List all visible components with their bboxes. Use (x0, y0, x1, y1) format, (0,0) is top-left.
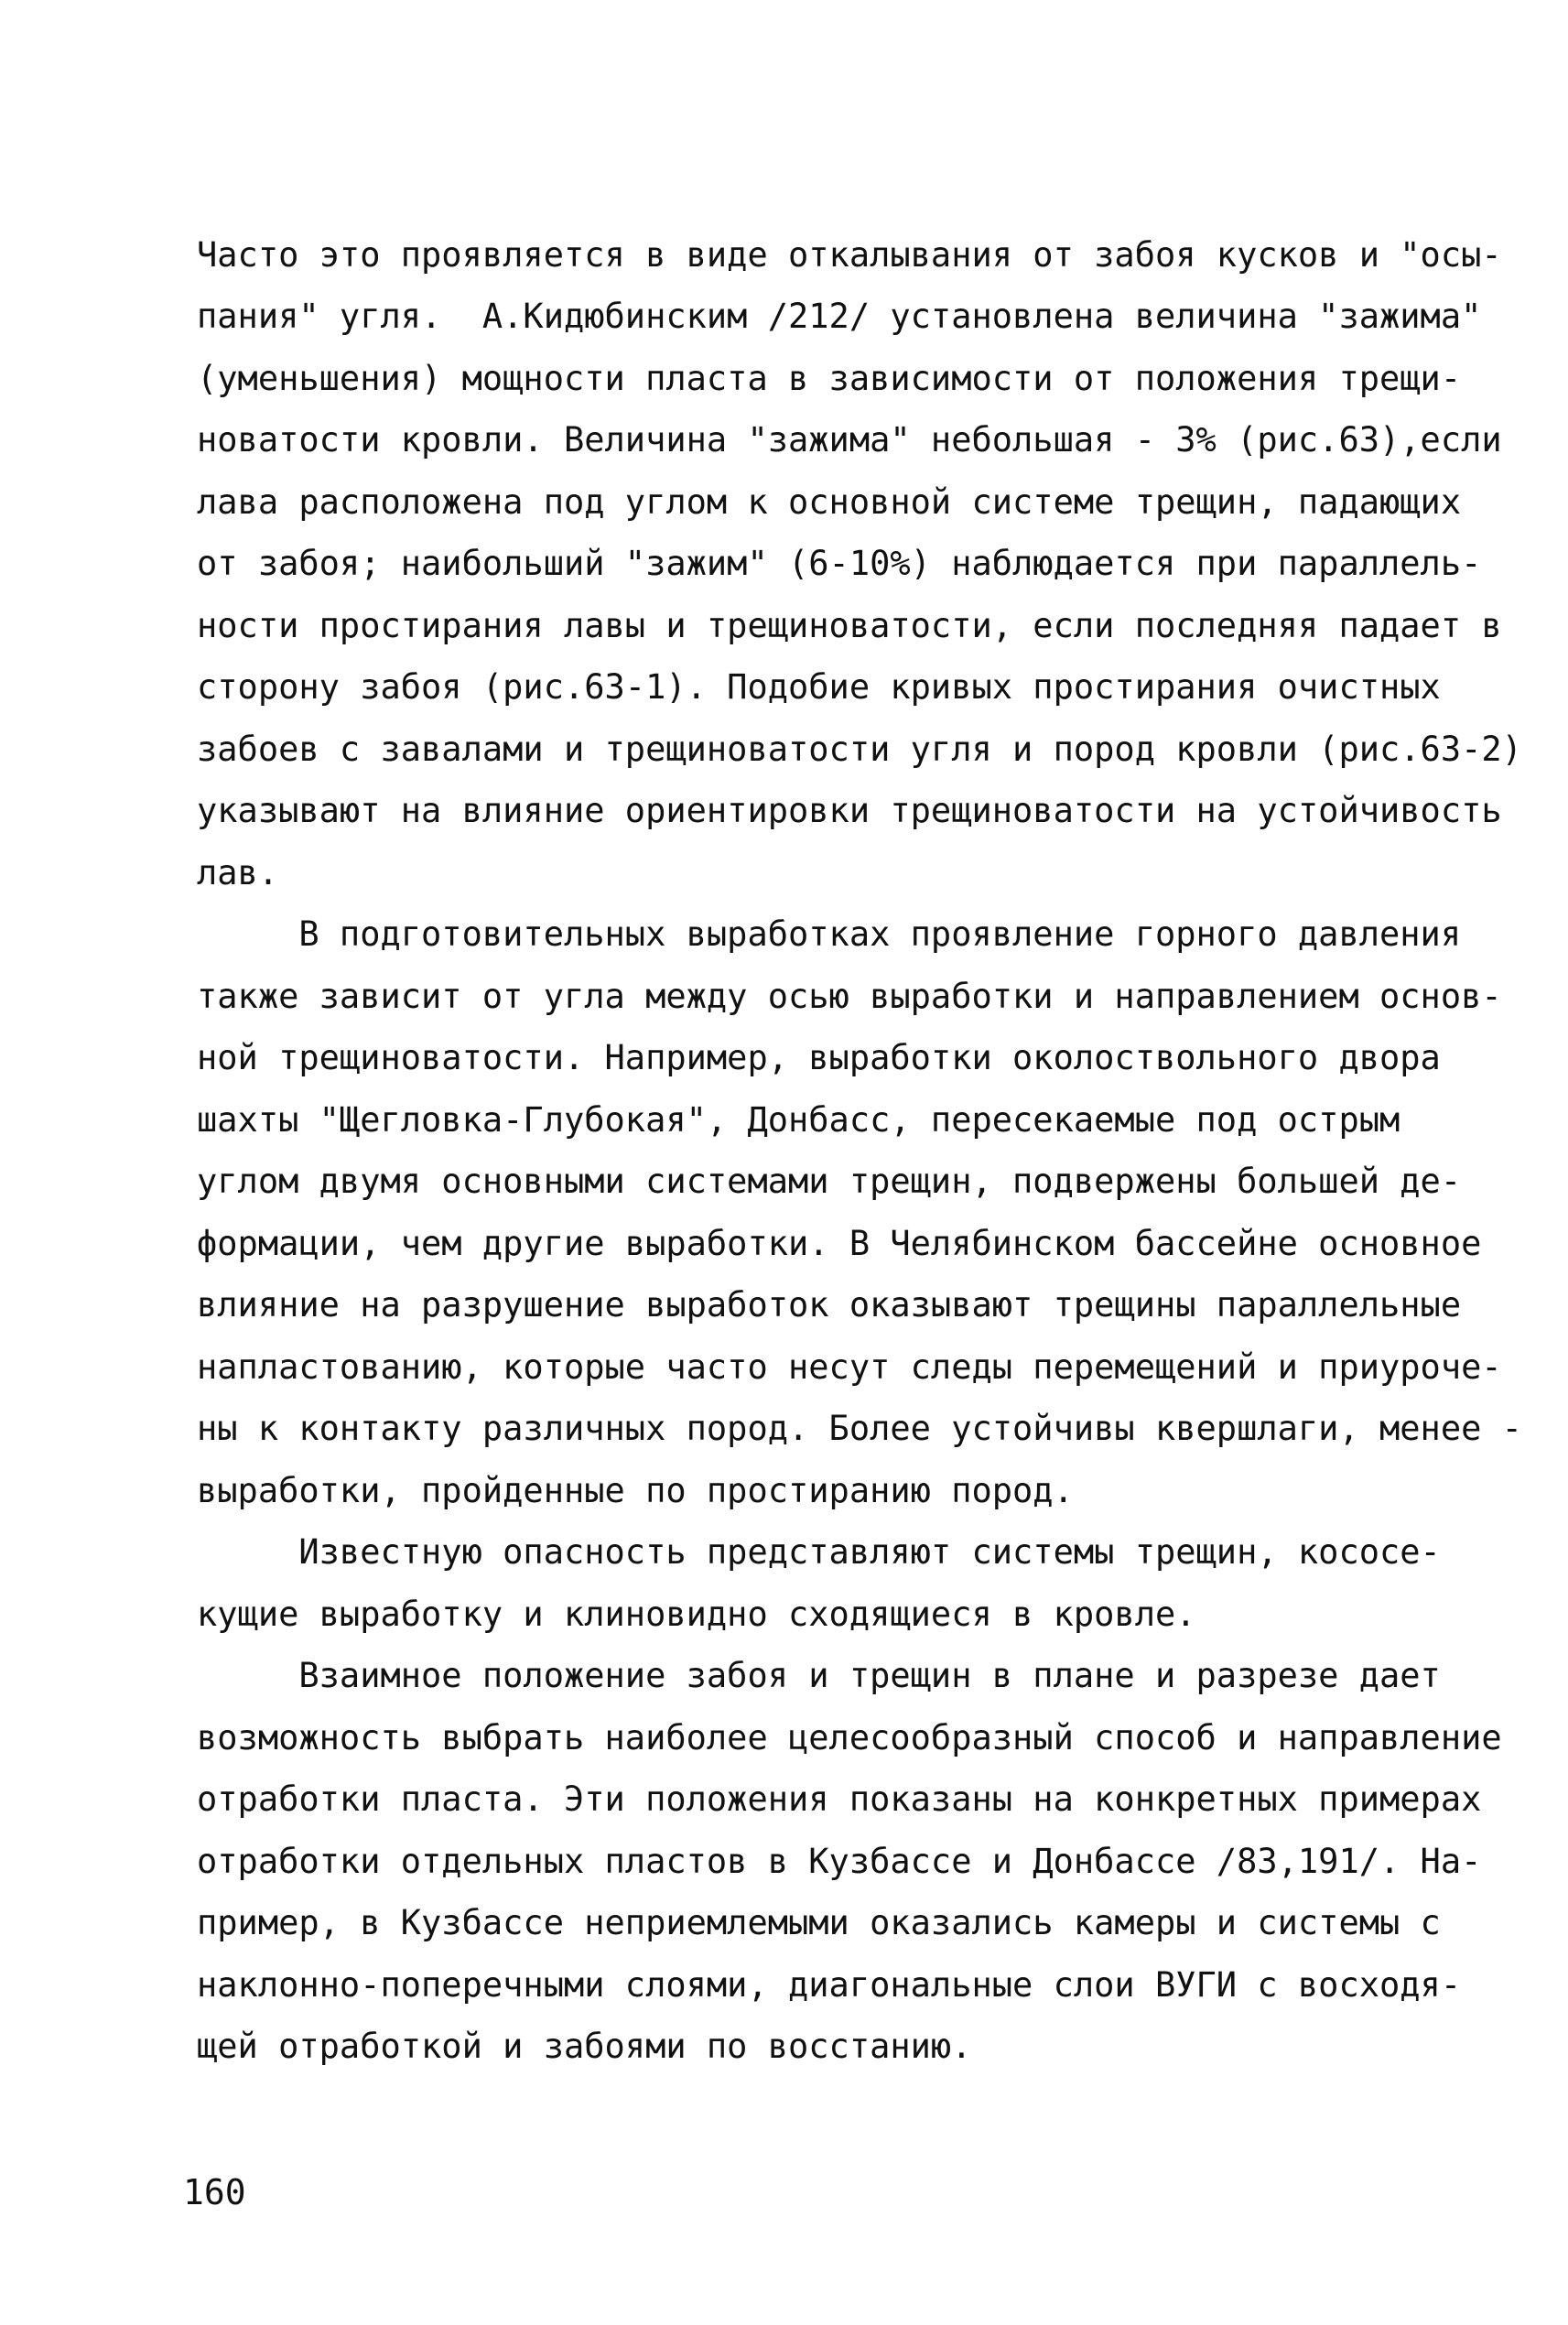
text-line: шахты "Щегловка-Глубокая", Донбасс, пересекаемые под острым (197, 1100, 1400, 1140)
text-line: отработки отдельных пластов в Кузбассе и Донбассе /83,191/. На- (197, 1842, 1482, 1881)
text-line: углом двумя основными системами трещин, подвержены большей де- (197, 1162, 1462, 1201)
text-line: ны к контакту различных пород. Более устойчивы квершлаги, менее - (197, 1409, 1522, 1448)
text-line: щей отработкой и забоями по восстанию. (197, 2027, 972, 2066)
text-line: напластованию, которые часто несут следы перемещений и приуроче- (197, 1347, 1502, 1387)
page-number: 160 (183, 2172, 246, 2212)
text-line: лава расположена под углом к основной системе трещин, падающих (197, 482, 1462, 522)
text-line: возможность выбрать наиболее целесообразный способ и направление (197, 1718, 1502, 1757)
text-line: отработки пласта. Эти положения показаны на конкретных примерах (197, 1779, 1482, 1819)
text-line: влияние на разрушение выработок оказывают трещины параллельные (197, 1285, 1462, 1325)
text-line: также зависит от угла между осью выработки и направлением основ- (197, 977, 1502, 1016)
text-line: от забоя; наибольший "зажим" (6-10%) наблюдается при параллель- (197, 544, 1482, 583)
text-line: пример, в Кузбассе неприемлемыми оказались камеры и системы с (197, 1903, 1441, 1942)
text-line: Взаимное положение забоя и трещин в плане и разрезе дает (197, 1656, 1441, 1695)
text-line: ности простирания лавы и трещиноватости, если последняя падает в (197, 606, 1502, 645)
text-line: наклонно-поперечными слоями, диагональные слои ВУГИ с восходя- (197, 1965, 1462, 2005)
text-line: указывают на влияние ориентировки трещиноватости на устойчивость (197, 791, 1502, 830)
text-line: ной трещиноватости. Например, выработки околоствольного двора (197, 1038, 1441, 1077)
text-line: Известную опасность представляют системы трещин, кососе- (197, 1532, 1441, 1572)
text-line: В подготовительных выработках проявление горного давления (197, 914, 1462, 954)
text-line: сторону забоя (рис.63-1). Подобие кривых простирания очистных (197, 667, 1441, 707)
text-line: кущие выработку и клиновидно сходящиеся в кровле. (197, 1595, 1196, 1634)
text-line: новатости кровли. Величина "зажима" небольшая - 3% (рис.63),если (197, 420, 1502, 460)
text-line: пания" угля. А.Кидюбинским /212/ установлена величина "зажима" (197, 297, 1482, 336)
text-line: формации, чем другие выработки. В Челябинском бассейне основное (197, 1224, 1482, 1263)
text-line: (уменьшения) мощности пласта в зависимости от положения трещи- (197, 359, 1462, 398)
text-line: выработки, пройденные по простиранию пород. (197, 1471, 1074, 1510)
text-line: Часто это проявляется в виде откалывания от забоя кусков и "осы- (197, 235, 1502, 275)
text-line: забоев с завалами и трещиноватости угля и пород кровли (рис.63-2) (197, 730, 1522, 769)
text-line: лав. (197, 853, 279, 892)
